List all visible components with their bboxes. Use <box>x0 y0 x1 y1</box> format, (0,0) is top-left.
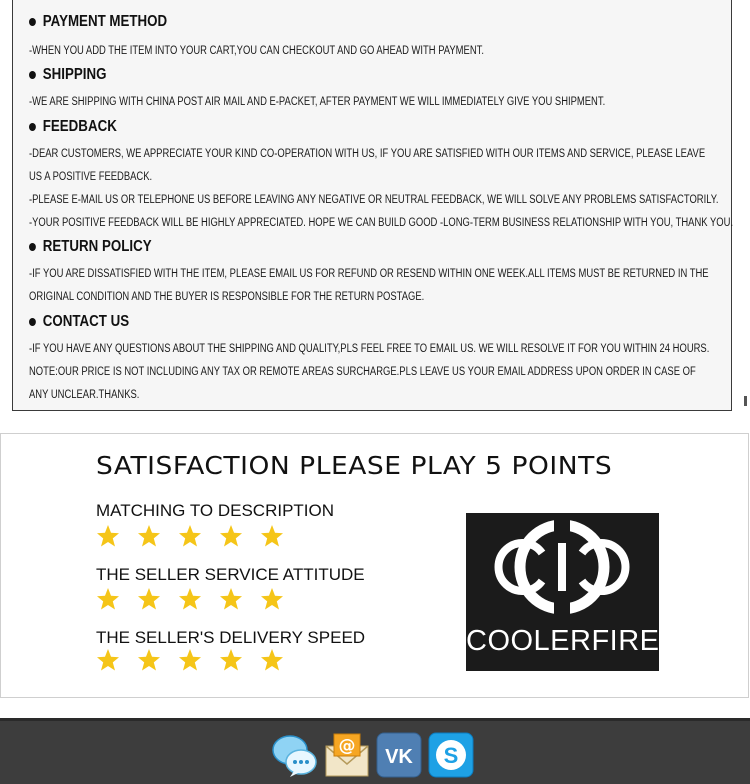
criterion-service-label: THE SELLER SERVICE ATTITUDE <box>96 565 365 584</box>
payment-method-heading: PAYMENT METHOD <box>29 11 167 33</box>
star-icon <box>178 524 202 548</box>
satisfaction-title: SATISFACTION PLEASE PLAY 5 POINTS <box>96 451 613 480</box>
star-icon <box>137 587 161 611</box>
star-icon <box>260 648 284 672</box>
feedback-text-4: -YOUR POSITIVE FEEDBACK WILL BE HIGHLY APPRECIATED. HOPE WE CAN BUILD GOOD -LONG-TERM BUSINESS RELATIONSHIP WITH YOU, THANK YOU. <box>29 217 734 229</box>
feedback-text-3: -PLEASE E-MAIL US OR TELEPHONE US BEFORE LEAVING ANY NEGATIVE OR NEUTRAL FEEDBACK, WE WILL SOLVE ANY PROBLEMS SATISFACTORILY. <box>29 194 719 206</box>
star-icon <box>96 587 120 611</box>
feedback-text-2: US A POSITIVE FEEDBACK. <box>29 171 153 183</box>
bullet-icon <box>29 318 36 326</box>
star-icon <box>260 524 284 548</box>
shipping-heading: SHIPPING <box>29 64 106 86</box>
contact-us-heading: CONTACT US <box>29 311 129 333</box>
bullet-icon <box>29 123 36 131</box>
feedback-text-1: -DEAR CUSTOMERS, WE APPRECIATE YOUR KIND CO-OPERATION WITH US, IF YOU ARE SATISFIED WITH OUR ITEMS AND SERVICE, PLEASE LEAVE <box>29 148 706 160</box>
policy-box <box>12 0 732 411</box>
star-rating-description <box>96 524 284 548</box>
criterion-description-label: MATCHING TO DESCRIPTION <box>96 501 335 520</box>
contact-bar <box>0 718 750 784</box>
star-icon <box>96 524 120 548</box>
logo-text: COOLERFIRE <box>466 625 660 657</box>
star-rating-service <box>96 587 284 611</box>
email-icon[interactable] <box>324 732 370 778</box>
star-icon <box>96 648 120 672</box>
bullet-icon <box>29 18 36 26</box>
star-icon <box>260 587 284 611</box>
chat-bubbles-icon[interactable] <box>272 732 318 778</box>
bullet-icon <box>29 71 36 79</box>
payment-method-text: -WHEN YOU ADD THE ITEM INTO YOUR CART,YOU CAN CHECKOUT AND GO AHEAD WITH PAYMENT. <box>29 45 484 57</box>
svg-text:S: S <box>443 743 459 768</box>
star-icon <box>178 648 202 672</box>
star-icon <box>137 648 161 672</box>
star-icon <box>219 524 243 548</box>
contact-us-text-2: NOTE:OUR PRICE IS NOT INCLUDING ANY TAX OR REMOTE AREAS SURCHARGE.PLS LEAVE US YOUR EMAIL ADDRESS UPON ORDER IN CASE OF <box>29 366 696 378</box>
criterion-delivery-label: THE SELLER'S DELIVERY SPEED <box>96 628 366 647</box>
contact-us-text-1: -IF YOU HAVE ANY QUESTIONS ABOUT THE SHIPPING AND QUALITY,PLS FEEL FREE TO EMAIL US. WE WILL RESOLVE IT FOR YOU WITHIN 24 HOURS. <box>29 343 710 355</box>
edge-mark <box>744 396 747 406</box>
contact-us-text-3: ANY UNCLEAR.THANKS. <box>29 389 140 401</box>
skype-icon[interactable] <box>428 732 474 778</box>
star-icon <box>178 587 202 611</box>
return-policy-text-1: -IF YOU ARE DISSATISFIED WITH THE ITEM, PLEASE EMAIL US FOR REFUND OR RESEND WITHIN ONE WEEK.ALL ITEMS MUST BE RETURNED IN THE <box>29 268 709 280</box>
bullet-icon <box>29 243 36 251</box>
return-policy-text-2: ORIGINAL CONDITION AND THE BUYER IS RESPONSIBLE FOR THE RETURN POSTAGE. <box>29 291 425 303</box>
svg-text:@: @ <box>338 736 356 756</box>
vk-label: VK <box>385 746 413 768</box>
return-policy-heading: RETURN POLICY <box>29 236 152 258</box>
satisfaction-panel <box>0 433 749 698</box>
star-icon <box>219 587 243 611</box>
star-rating-delivery <box>96 648 284 672</box>
shipping-text: -WE ARE SHIPPING WITH CHINA POST AIR MAIL AND E-PACKET, AFTER PAYMENT WE WILL IMMEDIATELY GIVE YOU SHIPMENT. <box>29 96 606 108</box>
coolerfire-emblem-icon <box>466 513 659 623</box>
star-icon <box>219 648 243 672</box>
star-icon <box>137 524 161 548</box>
coolerfire-logo <box>466 513 659 671</box>
vk-icon[interactable] <box>376 732 422 778</box>
feedback-heading: FEEDBACK <box>29 116 117 138</box>
